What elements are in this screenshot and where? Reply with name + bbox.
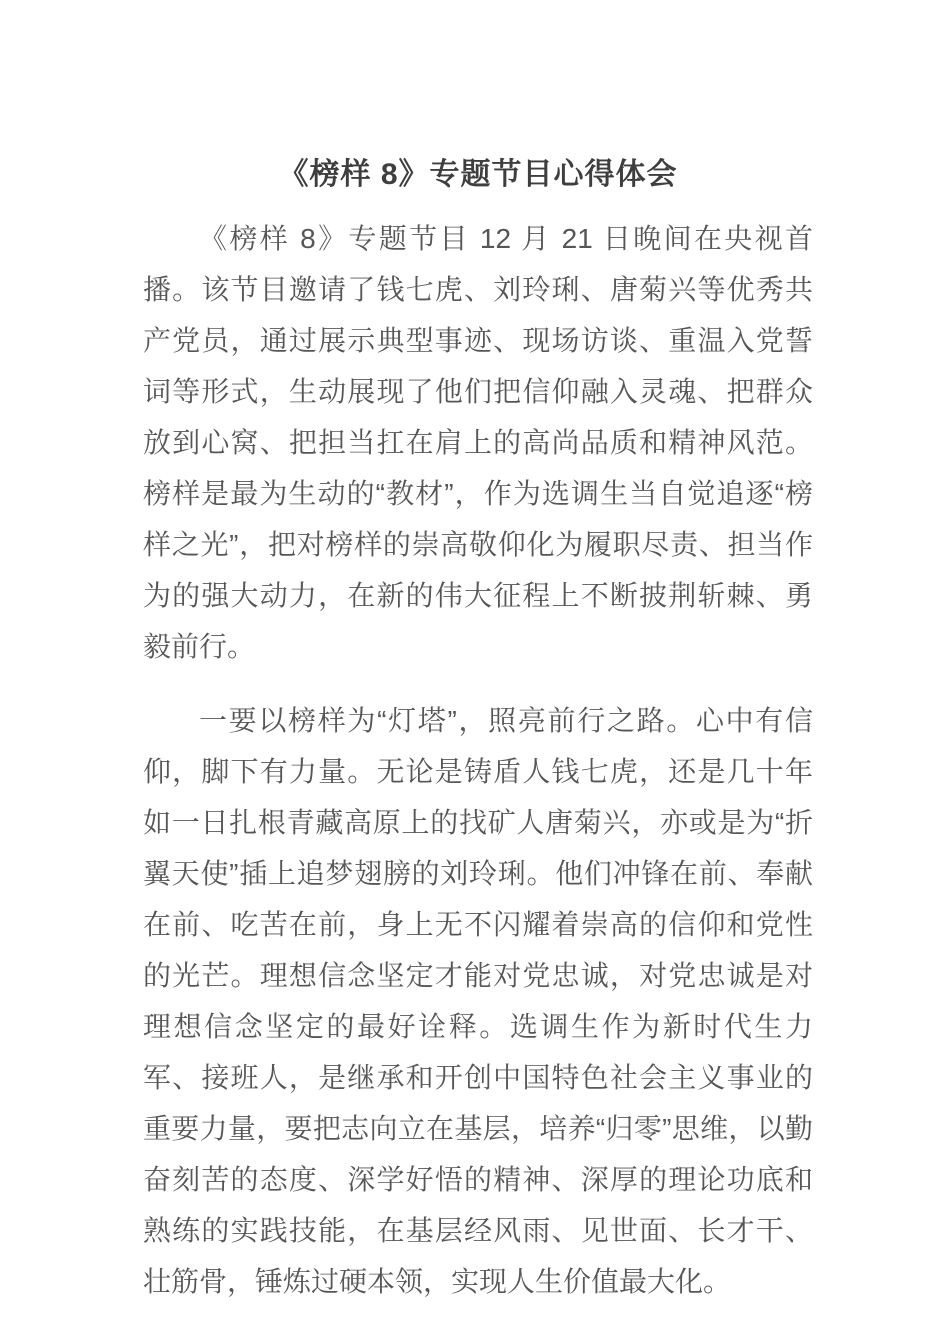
paragraph-intro: 《榜样 8》专题节目 12 月 21 日晚间在央视首播。该节目邀请了钱七虎、刘玲琍、唐菊兴等优秀共产党员，通过展示典型事迹、现场访谈、重温入党誓词等形式，生动展现了他们把信仰融入灵魂、把群众放到心窝、把担当扛在肩上的高尚品质和精神风范。榜样是最为生动的“教材”，作为选调生当自觉追逐“榜样之光”，把对榜样的崇高敬仰化为履职尽责、担当作为的强大动力，在新的伟大征程上不断披荆斩棘、勇毅前行。	[143, 223, 813, 662]
document-title: 《榜样 8》专题节目心得体会	[278, 158, 678, 191]
paragraph-body: 一要以榜样为“灯塔”，照亮前行之路。心中有信仰，脚下有力量。无论是铸盾人钱七虎，还是几十年如一日扎根青藏高原上的找矿人唐菊兴，亦或是为“折翼天使”插上追梦翅膀的刘玲琍。他们冲锋在前、奉献在前、吃苦在前，身上无不闪耀着崇高的信仰和党性的光芒。理想信念坚定才能对党忠诚，对党忠诚是对理想信念坚定的最好诠释。选调生作为新时代生力军、接班人，是继承和开创中国特色社会主义事业的重要力量，要把志向立在基层，培养“归零”思维，以勤奋刻苦的态度、深学好悟的精神、深厚的理论功底和熟练的实践技能，在基层经风雨、见世面、长才干、壮筋骨，锤炼过硬本领，实现人生价值最大化。	[143, 705, 813, 1297]
